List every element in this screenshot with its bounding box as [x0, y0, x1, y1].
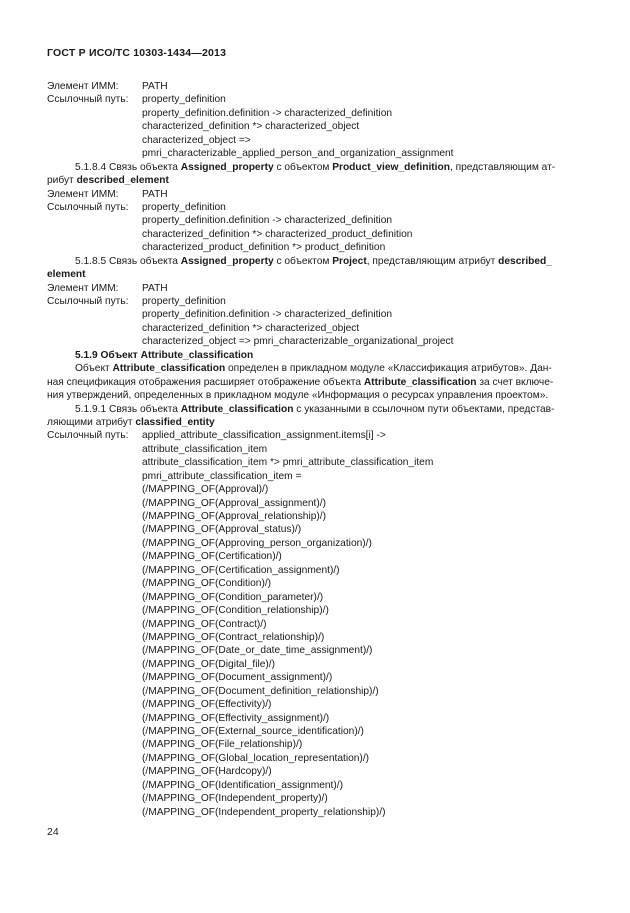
- element-row: [47, 282, 587, 295]
- text: , представляющим ат-: [449, 161, 556, 173]
- element-value: PATH: [142, 81, 168, 92]
- ref-path-line: (/MAPPING_OF(Date_or_date_time_assignment)/): [142, 645, 373, 657]
- ref-path-line: (/MAPPING_OF(File_relationship)/): [142, 739, 303, 751]
- ref-path-row: [47, 429, 587, 442]
- text-bold: Product_view_definition: [332, 161, 450, 173]
- ref-path-line: (/MAPPING_OF(Hardcopy)/): [142, 766, 272, 778]
- ref-path-line: (/MAPPING_OF(Approval_status)/): [142, 524, 302, 536]
- element-value: PATH: [142, 188, 168, 200]
- section-5185-line1: [47, 255, 587, 268]
- text: , представляющим атрибут: [366, 255, 499, 267]
- ref-path-line: (/MAPPING_OF(Condition)/): [142, 578, 272, 590]
- ref-path-line: (/MAPPING_OF(Document_assignment)/): [142, 672, 333, 684]
- text: за счет включе-: [476, 376, 554, 388]
- text: ния утверждений, определенных в прикладном модуле «Информация о ресурсах управления проектом».: [47, 390, 549, 402]
- text: с объектом: [273, 161, 333, 173]
- ref-path-line: characterized_definition *> characterized_product_definition: [142, 228, 413, 240]
- ref-path-line: characterized_object =>: [142, 134, 251, 146]
- text-bold: Assigned_property: [180, 161, 274, 173]
- section-5184-line1: [47, 161, 587, 174]
- ref-path-line: (/MAPPING_OF(Independent_property_relationship)/): [142, 806, 386, 818]
- document-body: [47, 80, 587, 819]
- ref-path-line: (/MAPPING_OF(Identification_assignment)/): [142, 779, 343, 791]
- ref-path-label: Ссылочный путь:: [47, 94, 129, 106]
- text: определен в прикладном модуле «Классификация атрибутов». Дан-: [225, 363, 552, 375]
- element-row: [47, 80, 587, 93]
- ref-path-line: property_definition: [142, 94, 226, 106]
- text: 5.1.8.5 Связь объекта: [75, 255, 181, 267]
- section-5191-line1: [47, 403, 587, 416]
- ref-path-line: (/MAPPING_OF(Global_location_representation)/): [142, 752, 370, 764]
- element-label: Элемент ИММ:: [47, 188, 119, 200]
- page-number: 24: [47, 826, 59, 838]
- ref-path-line: characterized_object => pmri_characterizable_organizational_project: [142, 336, 454, 348]
- ref-path-continuation: [47, 443, 587, 819]
- text: ляющими атрибут: [47, 416, 136, 428]
- ref-path-line: characterized_product_definition *> product_definition: [142, 242, 386, 254]
- text-bold: Attribute_classification: [363, 376, 477, 388]
- text-bold: Attribute_classification: [112, 363, 226, 375]
- text-bold: classified_entity: [135, 416, 215, 428]
- ref-path-line: attribute_classification_item: [142, 443, 268, 455]
- ref-path-line: (/MAPPING_OF(Contract_relationship)/): [142, 631, 325, 643]
- ref-path-line: (/MAPPING_OF(Approval)/): [142, 484, 269, 496]
- ref-path-line: characterized_definition *> characterized_object: [142, 322, 360, 334]
- text-bold: Project: [332, 255, 367, 267]
- ref-path-line: (/MAPPING_OF(Digital_file)/): [142, 658, 276, 670]
- ref-path-line: applied_attribute_classification_assignment.items[i] ->: [142, 430, 386, 442]
- element-value: PATH: [142, 282, 168, 294]
- ref-path-line: (/MAPPING_OF(Condition_relationship)/): [142, 605, 329, 617]
- ref-path-line: (/MAPPING_OF(Condition_parameter)/): [142, 591, 324, 603]
- ref-path-line: (/MAPPING_OF(Certification_assignment)/): [142, 564, 340, 576]
- ref-path-line: property_definition.definition -> characterized_definition: [142, 107, 393, 119]
- ref-path-line: property_definition: [142, 201, 226, 213]
- ref-path-label: Ссылочный путь:: [47, 430, 129, 442]
- ref-path-row: [47, 295, 587, 308]
- ref-path-line: property_definition.definition -> characterized_definition: [142, 215, 393, 227]
- ref-path-label: Ссылочный путь:: [47, 201, 129, 213]
- text-bold: Attribute_classification: [180, 403, 294, 415]
- text: рибут: [47, 175, 77, 187]
- section-519-heading: 5.1.9 Объект Attribute_classification: [75, 349, 254, 361]
- text: 5.1.9.1 Связь объекта: [75, 403, 181, 415]
- section-519-para-line2: [47, 376, 587, 389]
- ref-path-line: pmri_attribute_classification_item =: [142, 470, 302, 482]
- ref-path-line: (/MAPPING_OF(Certification)/): [142, 551, 282, 563]
- ref-path-line: property_definition: [142, 296, 226, 307]
- ref-path-line: (/MAPPING_OF(Effectivity)/): [142, 699, 272, 711]
- ref-path-line: (/MAPPING_OF(Independent_property)/): [142, 793, 328, 805]
- ref-path-line: (/MAPPING_OF(Effectivity_assignment)/): [142, 712, 330, 724]
- ref-path-line: (/MAPPING_OF(Approving_person_organization)/): [142, 537, 372, 549]
- section-5191-line2: [47, 416, 587, 429]
- text: Объект: [75, 363, 113, 375]
- text-bold: described_element: [76, 175, 169, 187]
- text-bold: Assigned_property: [180, 255, 274, 267]
- text: 5.1.8.4 Связь объекта: [75, 161, 181, 173]
- section-5185-line2: [47, 268, 587, 281]
- text: с объектом: [273, 255, 333, 267]
- element-row: [47, 188, 587, 201]
- ref-path-line: (/MAPPING_OF(External_source_identification)/): [142, 726, 364, 737]
- element-label: Элемент ИММ:: [47, 81, 119, 92]
- ref-path-row: [47, 93, 587, 106]
- section-5184-line2: [47, 174, 587, 187]
- ref-path-line: (/MAPPING_OF(Approval_assignment)/): [142, 497, 326, 509]
- ref-path-line: property_definition.definition -> characterized_definition: [142, 309, 393, 321]
- ref-path-line: characterized_definition *> characterized_object: [142, 121, 360, 133]
- ref-path-label: Ссылочный путь:: [47, 296, 129, 307]
- text: ная спецификация отображения расширяет отображение объекта: [47, 376, 364, 388]
- document-header: ГОСТ Р ИСО/ТС 10303-1434—2013: [47, 47, 227, 59]
- text-bold: described_: [498, 255, 552, 267]
- text: с указанными в ссылочном пути объектами, представ-: [293, 403, 555, 415]
- section-519-para-line1: [47, 362, 587, 375]
- section-519-para-line3: [47, 389, 587, 402]
- ref-path-line: (/MAPPING_OF(Contract)/): [142, 618, 267, 630]
- ref-path-line: (/MAPPING_OF(Document_definition_relationship)/): [142, 685, 379, 697]
- ref-path-row: [47, 201, 587, 214]
- ref-path-line: pmri_characterizable_applied_person_and_organization_assignment: [142, 148, 454, 160]
- text-bold: element: [47, 269, 86, 281]
- ref-path-line: (/MAPPING_OF(Approval_relationship)/): [142, 511, 327, 522]
- ref-path-line: attribute_classification_item *> pmri_attribute_classification_item: [142, 457, 434, 469]
- element-label: Элемент ИММ:: [47, 282, 119, 294]
